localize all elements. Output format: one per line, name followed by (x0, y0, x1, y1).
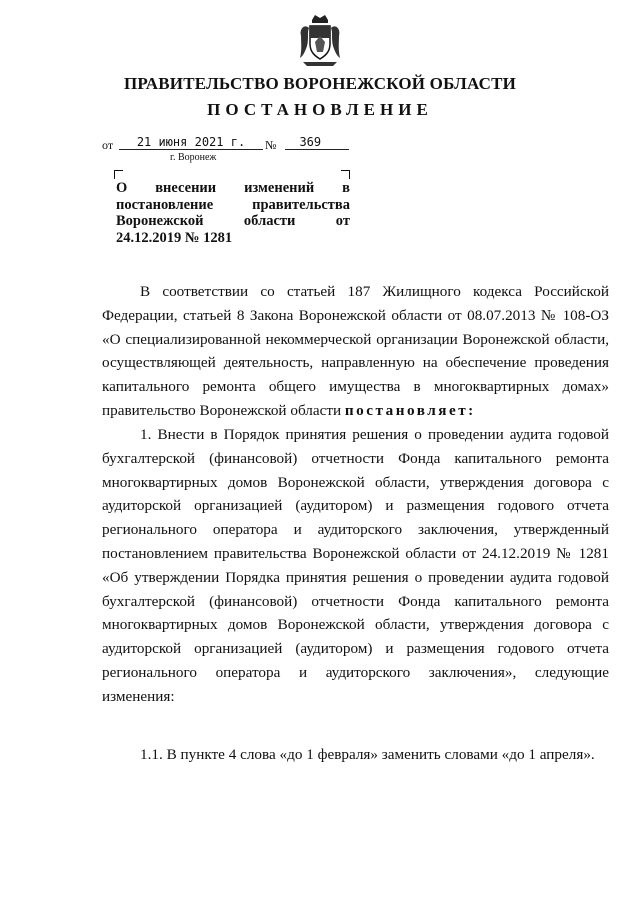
date-field: 21 июня 2021 г. (119, 135, 263, 150)
decree-line (102, 399, 609, 423)
item-line: регионального оператора и аудиторского заключения», следующие (102, 663, 609, 681)
document-type: ПОСТАНОВЛЕНИЕ (207, 100, 433, 119)
preamble-last: правительство Воронежской области (102, 401, 342, 419)
item-line: аудиторской организацией (аудитором) и размещения годового отчета (102, 640, 609, 658)
city: г. Воронеж (170, 152, 217, 163)
subject-line: 24.12.2019 № 1281 (116, 229, 233, 246)
date-prefix: от (102, 138, 114, 152)
number-value: 369 (299, 135, 322, 149)
preamble-line: осуществляющей деятельность, направленную на обеспечение проведения (102, 354, 609, 372)
item-line: бухгалтерской (финансовой) отчетности Фонда капитального ремонта (102, 449, 609, 467)
item-line: бухгалтерской (финансовой) отчетности Фонда капитального ремонта (102, 592, 609, 610)
item-1-1 (102, 743, 609, 767)
preamble-line: Федерации, статьей 8 Закона Воронежской области от 08.07.2013 № 108-ОЗ (102, 306, 609, 324)
number-prefix: № (265, 138, 277, 152)
item-1 (102, 423, 609, 709)
item-line: 1. Внести в Порядок принятия решения о проведении аудита годовой (140, 426, 609, 443)
preamble (102, 280, 609, 423)
document-subject (116, 180, 350, 246)
number-field (285, 135, 349, 150)
decree-word: постановляет: (344, 401, 476, 419)
bracket-top-left (114, 170, 123, 179)
date-number-line (102, 135, 322, 153)
preamble-line: капитального ремонта общего имущества в многоквартирных домах» (102, 378, 609, 396)
item-line: регионального оператора и аудиторского заключения, утвержденный (102, 521, 609, 539)
organization-title: ПРАВИТЕЛЬСТВО ВОРОНЕЖСКОЙ ОБЛАСТИ (123, 74, 517, 93)
item-line: «Об утверждении Порядка принятия решения о проведении аудита годовой (102, 568, 609, 586)
preamble-line: «О специализированной некоммерческой организации Воронежской области, (102, 330, 609, 348)
item-line: изменения: (102, 687, 175, 705)
subject-line: постановление правительства (116, 196, 350, 213)
item-line: многоквартирных домов Воронежской области, утверждения договора с (102, 473, 609, 491)
subject-line: Воронежской области от (116, 213, 350, 229)
bracket-top-right (341, 170, 350, 179)
subject-line: О внесении изменений в (116, 180, 350, 196)
item-line: аудиторской организацией (аудитором) и размещения годового отчета (102, 497, 609, 515)
item-line: многоквартирных домов Воронежской области, утверждения договора с (102, 616, 609, 634)
item-line: постановлением правительства Воронежской области от 24.12.2019 № 1281 (102, 544, 609, 562)
coat-of-arms-icon (295, 12, 345, 68)
preamble-line: В соответствии со статьей 187 Жилищного кодекса Российской (140, 283, 609, 300)
item-line: 1.1. В пункте 4 слова «до 1 февраля» заменить словами «до 1 апреля». (140, 746, 595, 763)
